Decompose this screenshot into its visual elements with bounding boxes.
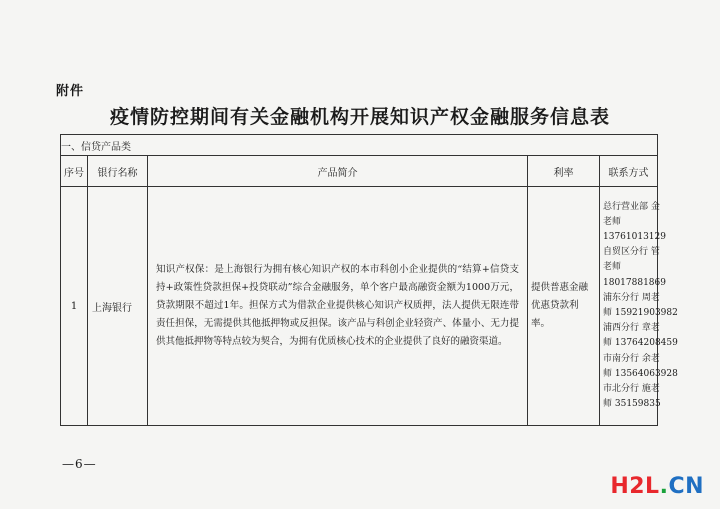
interest-rate: 提供普惠金融优惠贷款利率。 (528, 187, 600, 426)
header-contact: 联系方式 (600, 156, 658, 187)
contact-line: 自贸区分行 管 (603, 247, 660, 258)
header-row (61, 156, 658, 187)
header-bank: 银行名称 (88, 156, 148, 187)
page-title: 疫情防控期间有关金融机构开展知识产权金融服务信息表 (109, 106, 610, 128)
contact-line: 老师 (603, 216, 622, 227)
header-desc: 产品简介 (148, 156, 528, 187)
contact-line: 师 15921903982 (603, 308, 678, 318)
attachment-label: 附件 (56, 84, 85, 99)
contact-line: 18017881869 (603, 277, 666, 288)
row-number: 1 (61, 187, 88, 426)
watermark-logo (610, 474, 704, 499)
contact-line: 13761013129 (603, 231, 666, 242)
table-row (61, 187, 658, 426)
section-title: 一、信贷产品类 (61, 135, 658, 156)
header-rate: 利率 (528, 156, 600, 187)
watermark-part: H2L (610, 474, 660, 499)
contact-info (600, 187, 678, 426)
bank-name: 上海银行 (88, 187, 148, 426)
contact-line: 师 35159835 (603, 399, 661, 410)
contact-line: 浦东分行 周老 (603, 292, 660, 303)
watermark-part: CN (668, 474, 704, 499)
product-description: 知识产权保：是上海银行为拥有核心知识产权的本市科创小企业提供的“结算+信贷支持+政策性贷款担保+投贷联动”综合金融服务，单个客户最高融资金额为1000万元，贷款期限不超过1年。担保方式为借款企业提供核心知识产权质押，法人提供无限连带责任担保，无需提供其他抵押物或反担保。该产品与科创企业轻资产、体量小、无力提供其他抵押物等特点较为契合，为拥有优质核心技术的企业提供了良好的融资渠道。 (148, 187, 528, 426)
contact-line: 市南分行 余老 (603, 353, 660, 364)
section-row (61, 135, 658, 156)
header-no: 序号 (61, 156, 88, 187)
watermark-part: . (659, 474, 669, 499)
contact-line: 浦西分行 章老 (603, 323, 660, 334)
info-table (60, 134, 678, 426)
contact-line: 师 13764208459 (603, 338, 678, 349)
contact-line: 师 13564063928 (603, 368, 678, 379)
contact-line: 市北分行 施老 (603, 384, 660, 395)
contact-line: 老师 (603, 262, 622, 273)
page-number: —6— (62, 457, 97, 471)
contact-line: 总行营业部 金 (603, 201, 660, 212)
